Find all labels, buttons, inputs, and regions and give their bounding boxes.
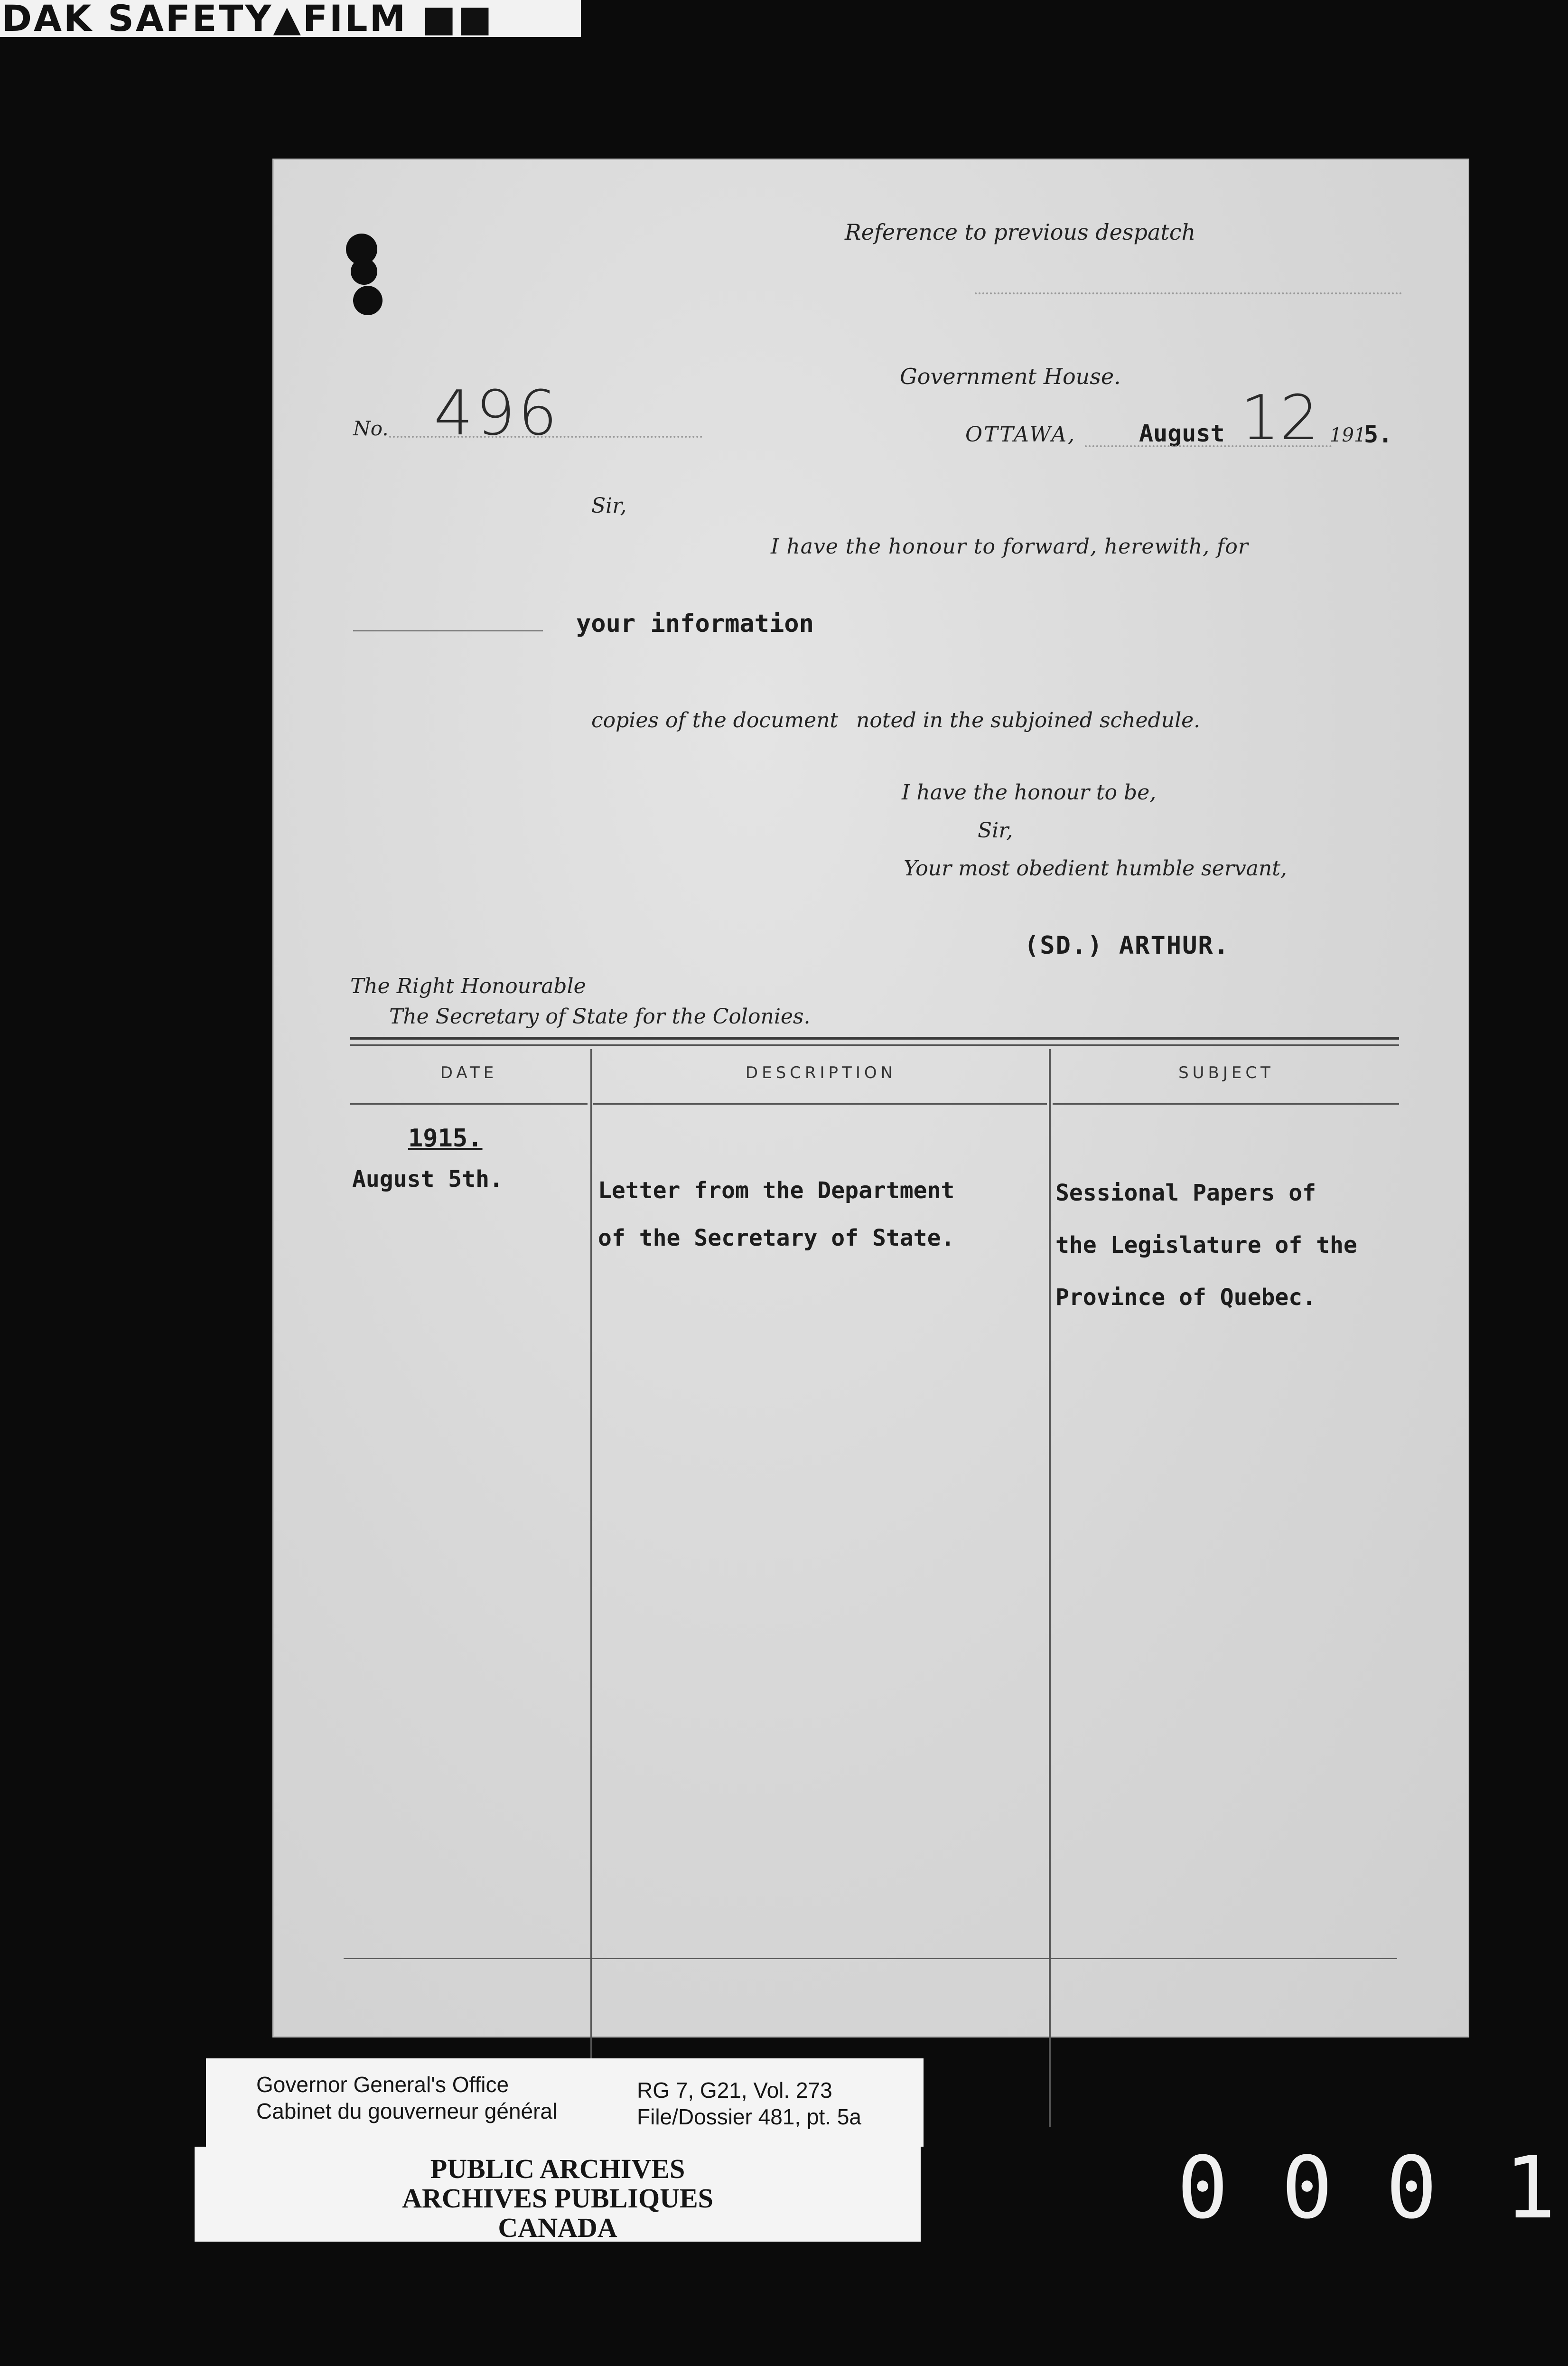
addressee-line-2: The Secretary of State for the Colonies. — [389, 1005, 811, 1029]
document-sheet — [272, 159, 1469, 2037]
archive-reference-label — [206, 2058, 924, 2147]
number-label: No. — [353, 417, 389, 440]
handwritten-day: 12 — [1241, 382, 1319, 454]
punch-hole-icon — [351, 258, 377, 285]
date-dotted-line — [1085, 445, 1332, 447]
column-divider-2 — [1049, 1049, 1051, 2127]
description-line: of the Secretary of State. — [598, 1225, 955, 1251]
pa-french: ARCHIVES PUBLIQUES — [402, 2183, 713, 2214]
schedule-subject — [1055, 1167, 1357, 1324]
addressee-line-1: The Right Honourable — [350, 974, 586, 998]
table-bottom-rule — [344, 1958, 1397, 1959]
number-dotted-line — [389, 436, 702, 438]
closing-line-2: Sir, — [978, 818, 1013, 843]
table-top-rule-2 — [350, 1044, 1399, 1046]
closing-line-3: Your most obedient humble servant, — [904, 856, 1287, 881]
city-label: OTTAWA, — [965, 422, 1076, 447]
schedule-description — [598, 1167, 954, 1262]
year-prefix: 191 — [1330, 424, 1366, 446]
year-suffix: 5. — [1364, 421, 1393, 448]
office-english: Governor General's Office — [256, 2072, 509, 2097]
salutation: Sir, — [591, 494, 627, 518]
pa-english: PUBLIC ARCHIVES — [430, 2153, 685, 2184]
purpose-text: your information — [576, 610, 814, 638]
government-house-label: Government House. — [900, 364, 1121, 389]
header-underline-description — [593, 1103, 1047, 1105]
reference-dotted-line — [975, 292, 1402, 294]
frame-digit: 1 — [1504, 2139, 1556, 2238]
archive-ref-volume: RG 7, G21, Vol. 273 — [637, 2078, 832, 2103]
signature: (SD.) ARTHUR. — [1024, 931, 1230, 960]
frame-digit: 0 — [1177, 2139, 1229, 2238]
purpose-rule — [353, 630, 543, 631]
description-line: Letter from the Department — [598, 1177, 955, 1204]
archive-ref-file: File/Dossier 481, pt. 5a — [637, 2104, 862, 2129]
column-header-description: DESCRIPTION — [745, 1063, 897, 1082]
date-month: August — [1139, 420, 1225, 447]
body-line-2a: copies of the document — [591, 708, 839, 732]
frame-digit: 0 — [1281, 2139, 1333, 2238]
table-top-rule — [350, 1037, 1399, 1040]
subject-line: Sessional Papers of — [1055, 1180, 1316, 1206]
body-line-1: I have the honour to forward, herewith, for — [771, 535, 1249, 559]
office-french: Cabinet du gouverneur général — [256, 2099, 558, 2123]
pa-country: CANADA — [498, 2212, 617, 2243]
column-header-subject: SUBJECT — [1178, 1063, 1274, 1082]
body-line-2b: noted in the subjoined schedule. — [856, 708, 1201, 732]
film-edge-marking: DAK SAFETY▲FILM ■■ — [0, 0, 581, 37]
schedule-date-day: August 5th. — [352, 1166, 503, 1192]
punch-hole-icon — [353, 286, 383, 315]
column-header-date: DATE — [440, 1063, 498, 1082]
subject-line: the Legislature of the — [1055, 1232, 1357, 1258]
frame-digit: 0 — [1386, 2139, 1437, 2238]
closing-line-1: I have the honour to be, — [902, 780, 1157, 805]
header-underline-subject — [1053, 1103, 1399, 1105]
header-underline-date — [350, 1103, 588, 1105]
public-archives-stamp — [195, 2147, 921, 2242]
subject-line: Province of Quebec. — [1055, 1284, 1316, 1311]
column-divider-1 — [590, 1049, 592, 2127]
schedule-date-year: 1915. — [408, 1124, 483, 1153]
reference-label: Reference to previous despatch — [845, 219, 1196, 245]
handwritten-number: 496 — [434, 377, 560, 449]
